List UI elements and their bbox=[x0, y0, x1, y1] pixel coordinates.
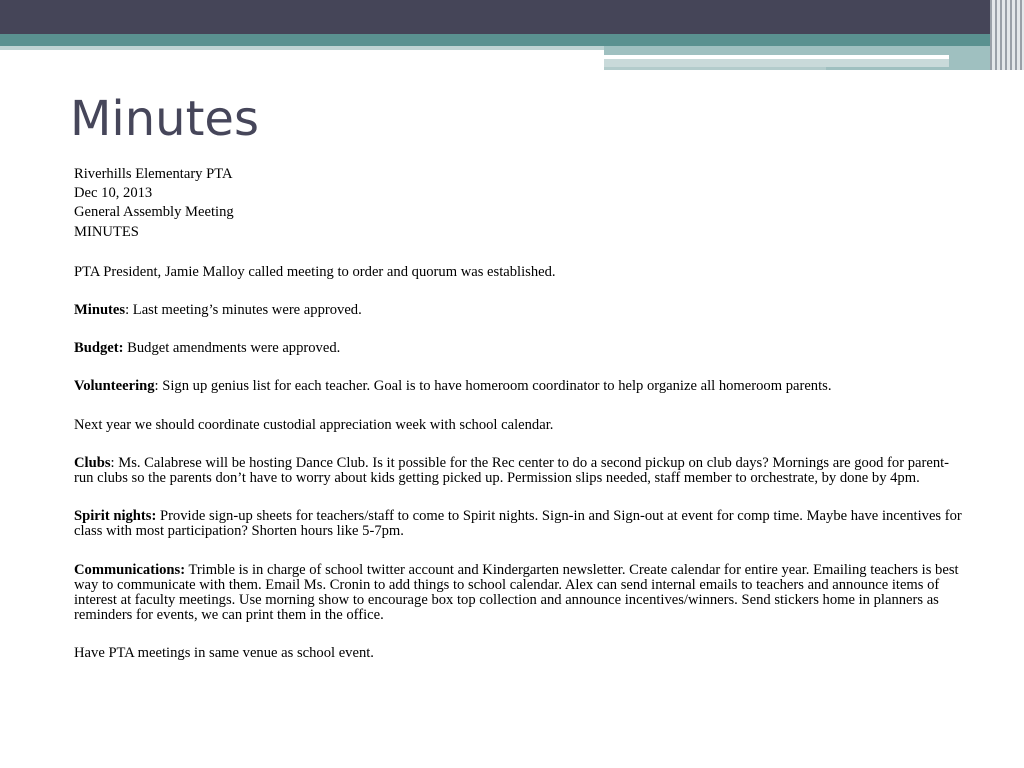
header-stripes bbox=[990, 0, 1024, 70]
header-line-org: Riverhills Elementary PTA bbox=[74, 166, 233, 182]
paragraph-text: Next year we should coordinate custodial appreciation week with school calendar. bbox=[74, 416, 554, 433]
paragraph-spirit-nights bbox=[74, 509, 964, 539]
header-line-date: Dec 10, 2013 bbox=[74, 185, 153, 202]
header-band-right-pale bbox=[604, 59, 949, 67]
header-band-teal bbox=[0, 34, 1024, 46]
paragraph-venue bbox=[74, 646, 964, 661]
paragraph-label: Clubs bbox=[74, 454, 111, 471]
header-line-doc-type: MINUTES bbox=[74, 223, 139, 240]
paragraph-text: : Ms. Calabrese will be hosting Dance Club. Is it possible for the Rec center to do a second pickup on club days? Mornings are good for parent-run clubs so the parents don’t have to worry about kids getting picked up. Permission slips needed, staff member to orchestrate, by done by 4pm. bbox=[74, 454, 950, 487]
paragraph-minutes bbox=[74, 303, 964, 318]
header-band-right-underline bbox=[604, 67, 826, 70]
paragraph-label: Budget: bbox=[74, 340, 124, 357]
paragraph-text: Have PTA meetings in same venue as school event. bbox=[74, 645, 374, 662]
paragraph-budget bbox=[74, 341, 964, 356]
slide-title: Minutes bbox=[70, 91, 259, 147]
paragraph-communications bbox=[74, 563, 964, 624]
paragraph-label: Communications: bbox=[74, 561, 186, 578]
paragraph-custodial bbox=[74, 418, 964, 433]
header-band-light bbox=[0, 46, 604, 50]
paragraph-text: : Sign up genius list for each teacher. Goal is to have homeroom coordinator to help organize all homeroom parents. bbox=[154, 378, 832, 395]
paragraph-label: Volunteering bbox=[74, 378, 155, 395]
paragraph-text: PTA President, Jamie Malloy called meeting to order and quorum was established. bbox=[74, 263, 556, 280]
paragraph-text: Provide sign-up sheets for teachers/staff to come to Spirit nights. Sign-in and Sign-out at event for comp time. Maybe have incentives for class with most participation? Shorten hours like 5-7pm. bbox=[74, 508, 962, 540]
header-line-meeting: General Assembly Meeting bbox=[74, 204, 234, 221]
paragraph-text: : Last meeting’s minutes were approved. bbox=[125, 302, 362, 319]
paragraph-text: Budget amendments were approved. bbox=[123, 340, 341, 357]
paragraph-label: Minutes bbox=[74, 302, 126, 319]
paragraph-volunteering bbox=[74, 379, 964, 394]
paragraph-call-to-order bbox=[74, 265, 964, 280]
paragraph-text: Trimble is in charge of school twitter account and Kindergarten newsletter. Create calendar for entire year. Emailing teachers is best way to communicate with them. Email Ms. Cronin to add things to school calendar. Alex can send internal emails to teachers and announce items of interest at faculty meetings. Use morning show to encourage box top collection and announce incentives/winners. Send stickers home in planners as reminders for events, we can print them in the office. bbox=[74, 561, 959, 624]
header-block bbox=[74, 165, 964, 242]
paragraph-label: Spirit nights: bbox=[74, 508, 157, 525]
header-band-dark bbox=[0, 0, 1024, 34]
paragraph-clubs bbox=[74, 456, 964, 486]
slide-body bbox=[74, 165, 964, 685]
